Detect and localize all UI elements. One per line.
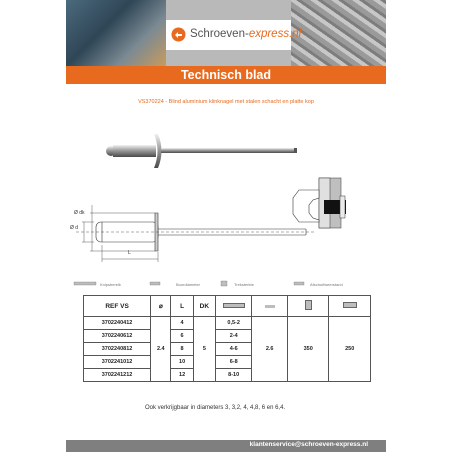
- tensile-cell: 350: [288, 317, 329, 382]
- customer-service-email[interactable]: klantenservice@schroeven-express.nl: [249, 441, 368, 448]
- datasheet-page: [66, 0, 386, 452]
- ref-cell: 3702241012: [84, 356, 151, 369]
- table-row: [84, 317, 371, 330]
- grip-range-cell: 0,5-2: [216, 317, 252, 330]
- dim-l-label: L: [128, 250, 131, 256]
- bore-small-icon: [265, 305, 275, 308]
- header-dk: [193, 296, 215, 317]
- spec-table: [83, 295, 371, 382]
- shear-icon: [294, 282, 304, 285]
- length-cell: 10: [171, 356, 193, 369]
- ref-cell: 3702241212: [84, 369, 151, 382]
- header-diameter: ⌀: [151, 296, 171, 317]
- header-dk-label: DK: [199, 302, 210, 310]
- legend-icons: [66, 0, 386, 300]
- dim-d-label: Ø d: [70, 225, 79, 231]
- tensile-small-icon: [305, 300, 312, 310]
- availability-note: Ook verkrijgbaar in diameters 3, 3,2, 4, 4,8, 6 en 6,4.: [145, 405, 286, 411]
- legend-tensile: Treksterkte: [234, 282, 254, 287]
- brand-main: Schroeven-: [190, 28, 249, 40]
- header-shear-icon: [329, 296, 371, 317]
- bore-icon: [150, 282, 160, 285]
- length-cell: 8: [171, 343, 193, 356]
- legend-grip: Knipsbereik: [100, 282, 121, 287]
- grip-range-cell: 6-8: [216, 356, 252, 369]
- grip-range-icon: [74, 282, 96, 285]
- length-cell: 12: [171, 369, 193, 382]
- tensile-icon: [221, 281, 227, 286]
- header-length: L: [171, 296, 193, 317]
- header-tensile-icon: [288, 296, 329, 317]
- ref-cell: 3702240612: [84, 330, 151, 343]
- dk-cell: 5: [193, 317, 215, 382]
- grip-range-cell: 2-4: [216, 330, 252, 343]
- legend-shear: Afschuifweerstand: [310, 282, 343, 287]
- bore-cell: 2.6: [252, 317, 288, 382]
- table-header-row: [84, 296, 371, 317]
- page-title: Technisch blad: [180, 68, 272, 82]
- ref-cell: 3702240412: [84, 317, 151, 330]
- header-ref: REF VS: [84, 296, 151, 317]
- header-bore-icon: [252, 296, 288, 317]
- dim-dk-label: Ø dk: [74, 210, 85, 216]
- shear-cell: 250: [329, 317, 371, 382]
- length-cell: 6: [171, 330, 193, 343]
- ref-cell: 3702240812: [84, 343, 151, 356]
- brand-accent: express.nl: [248, 28, 302, 40]
- diameter-cell: 2.4: [151, 317, 171, 382]
- legend-bore: Boordiameter: [176, 282, 201, 287]
- header-grip-icon: [216, 296, 252, 317]
- grip-range-cell: 8-10: [216, 369, 252, 382]
- grip-icon: [223, 303, 245, 308]
- product-subtitle: VS370224 - Blind aluminium klinknagel met stalen schacht en platte kop: [138, 99, 314, 105]
- grip-range-cell: 4-6: [216, 343, 252, 356]
- length-cell: 4: [171, 317, 193, 330]
- shear-small-icon: [343, 302, 357, 308]
